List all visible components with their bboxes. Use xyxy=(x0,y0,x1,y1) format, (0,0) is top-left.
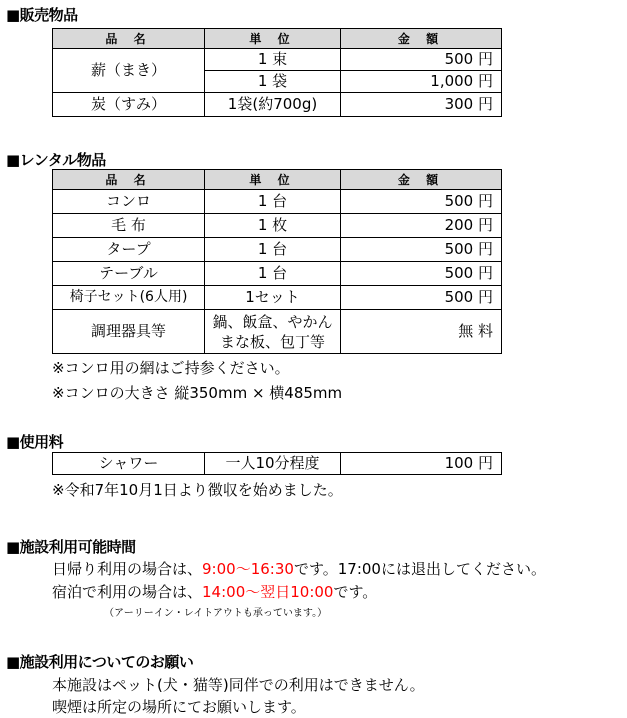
firewood-price-bag: 1,000 円 xyxy=(341,71,502,93)
firewood-price-bundle: 500 円 xyxy=(341,49,502,71)
rental-item-name: 椅子セット(6人用) xyxy=(53,286,205,310)
section-heading-usage: ■使用料 xyxy=(6,433,64,451)
rental-note: ※コンロ用の網はご持参ください。 xyxy=(52,359,290,377)
rental-item-unit: 1 枚 xyxy=(205,214,341,238)
request-line: 喫煙は所定の場所にてお願いします。 xyxy=(52,698,306,716)
table-row xyxy=(53,262,502,286)
utensils-price-cell: 無 料 xyxy=(341,310,502,354)
table-row xyxy=(53,310,502,354)
stay-line xyxy=(52,581,377,602)
rental-item-name: タープ xyxy=(53,238,205,262)
firewood-unit-bag: 1 袋 xyxy=(205,71,341,93)
rental-column-header-price: 金 額 xyxy=(341,170,502,190)
sales-table xyxy=(52,28,502,117)
rental-item-name: コンロ xyxy=(53,190,205,214)
stay-note: （アーリーイン・レイトアウトも承っています。） xyxy=(104,608,328,619)
stay-prefix: 宿泊で利用の場合は、 xyxy=(52,583,203,601)
rental-item-unit: 1 台 xyxy=(205,190,341,214)
rental-column-header-unit: 単 位 xyxy=(205,170,341,190)
rental-item-unit: 1セット xyxy=(205,286,341,310)
firewood-name-cell: 薪（まき） xyxy=(53,49,205,93)
column-header-name: 品 名 xyxy=(53,29,205,49)
utensils-unit-cell xyxy=(205,310,341,354)
charcoal-name-cell: 炭（すみ） xyxy=(53,93,205,117)
section-heading-sales: ■販売物品 xyxy=(6,6,78,24)
table-row xyxy=(53,238,502,262)
usage-note: ※令和7年10月1日より徴収を始めました。 xyxy=(52,481,343,499)
day-use-line xyxy=(52,558,546,579)
table-row xyxy=(53,190,502,214)
rental-item-price: 500 円 xyxy=(341,190,502,214)
table-row xyxy=(53,214,502,238)
usage-table xyxy=(52,452,502,475)
rental-item-price: 500 円 xyxy=(341,238,502,262)
rental-item-unit: 1 台 xyxy=(205,238,341,262)
utensils-name-cell: 調理器具等 xyxy=(53,310,205,354)
section-heading-requests: ■施設利用についてのお願い xyxy=(6,653,194,671)
table-row xyxy=(53,286,502,310)
charcoal-price-cell: 300 円 xyxy=(341,93,502,117)
rental-table xyxy=(52,169,502,354)
rental-item-name: 毛 布 xyxy=(53,214,205,238)
rental-column-header-name: 品 名 xyxy=(53,170,205,190)
day-use-time: 9:00～16:30 xyxy=(202,560,294,578)
stay-time: 14:00～翌日10:00 xyxy=(202,583,334,601)
firewood-unit-bundle: 1 束 xyxy=(205,49,341,71)
rental-item-price: 500 円 xyxy=(341,286,502,310)
shower-price-cell: 100 円 xyxy=(341,453,502,475)
column-header-unit: 単 位 xyxy=(205,29,341,49)
stay-suffix: です。 xyxy=(333,583,378,601)
shower-name-cell: シャワー xyxy=(53,453,205,475)
section-heading-rental: ■レンタル物品 xyxy=(6,151,106,169)
rental-item-price: 500 円 xyxy=(341,262,502,286)
rental-note: ※コンロの大きさ 縦350mm × 横485mm xyxy=(52,384,343,402)
day-use-prefix: 日帰り利用の場合は、 xyxy=(52,560,203,578)
column-header-price: 金 額 xyxy=(341,29,502,49)
rental-item-name: テーブル xyxy=(53,262,205,286)
utensils-unit-line: まな板、包丁等 xyxy=(219,332,325,351)
day-use-suffix: です。17:00には退出してください。 xyxy=(293,560,546,578)
rental-item-price: 200 円 xyxy=(341,214,502,238)
charcoal-unit-cell: 1袋(約700g) xyxy=(205,93,341,117)
utensils-unit-line: 鍋、飯盒、やかん xyxy=(212,312,333,331)
request-line: 本施設はペット(犬・猫等)同伴での利用はできません。 xyxy=(52,676,425,694)
shower-unit-cell: 一人10分程度 xyxy=(205,453,341,475)
rental-item-unit: 1 台 xyxy=(205,262,341,286)
section-heading-hours: ■施設利用可能時間 xyxy=(6,538,136,556)
